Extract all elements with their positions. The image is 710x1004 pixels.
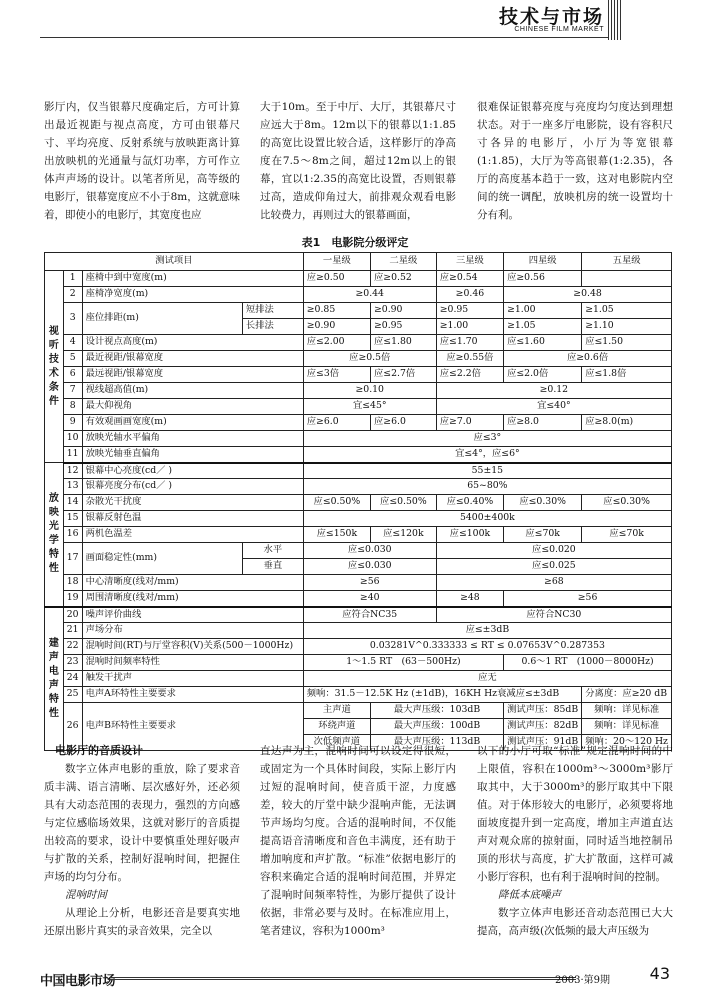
table-row [45, 591, 672, 607]
row-number: 18 [63, 575, 82, 591]
cell: 测试声压：91dB [504, 735, 582, 751]
cell: ≥1.10 [582, 319, 672, 335]
cell: ≥56 [504, 591, 672, 607]
cell: 应≤0.020 [436, 543, 671, 559]
row-label: 座椅净宽度(m) [82, 287, 303, 303]
cell: 应≤1.80 [370, 335, 436, 351]
row-label: 杂散光干扰度 [82, 495, 303, 511]
cell: 应≤1.70 [436, 335, 503, 351]
paragraph: 数字立体声电影还音动态范围已大大提高，高声级(次低频的最大声压级为 [477, 907, 673, 937]
row-number: 2 [63, 287, 82, 303]
cell: 应符合NC35 [303, 607, 436, 623]
table-row [45, 511, 672, 527]
category-label: 放映光学特性 [45, 463, 64, 607]
table-row [45, 399, 672, 415]
row-number: 13 [63, 479, 82, 495]
row-number: 8 [63, 399, 82, 415]
row-label: 周围清晰度(线对/mm) [82, 591, 303, 607]
sub-label: 垂直 [242, 559, 303, 575]
subsection-heading: 降低本底噪声 [498, 889, 561, 901]
row-label: 最远视距/银幕宽度 [82, 367, 303, 383]
page-footer [0, 958, 710, 1004]
page-header [0, 0, 710, 40]
row-number: 7 [63, 383, 82, 399]
row-label: 声场分布 [82, 623, 303, 639]
row-number: 1 [63, 271, 82, 287]
cell: 应≤0.50% [303, 495, 370, 511]
cell: 应≥0.55倍 [436, 351, 503, 367]
cell: ≥40 [303, 591, 436, 607]
cell: 主声道 [303, 703, 370, 719]
cell: 应≤150k [303, 527, 370, 543]
row-label: 银幕反射色温 [82, 511, 303, 527]
row-number: 15 [63, 511, 82, 527]
cell: ≥0.48 [504, 287, 672, 303]
cell: ≥1.00 [436, 319, 503, 335]
row-label: 视线超高值(m) [82, 383, 303, 399]
table-row [45, 607, 672, 623]
row-label: 座椅中到中宽度(m) [82, 271, 303, 287]
cell: 分离度：应≥20 dB [582, 687, 672, 703]
table-row [45, 655, 672, 671]
cell: 应≤100k [436, 527, 503, 543]
table-header-row [45, 253, 672, 271]
paragraph: 很难保证银幕亮度与亮度均匀度达到理想状态。对于一座多厅电影院，设有容积尺寸各异的电影厅，小厅为等宽银幕(1:1.85)，大厅为等高银幕(1:2.35)，各厅的高度基本趋于一致，这对电影院内空间的统一调配，放映机房的统一设置均十分有利。 [477, 101, 673, 221]
cell: 应≤70k [582, 527, 672, 543]
header-cell: 一星级 [303, 253, 370, 271]
row-label: 银幕亮度分布(cd／ ) [82, 479, 303, 495]
cell: 测试声压：82dB [504, 719, 582, 735]
cell: 应≤2.2倍 [436, 367, 503, 383]
row-number: 3 [63, 303, 82, 335]
cell: 宜≤45° [303, 399, 436, 415]
row-number: 26 [63, 703, 82, 751]
cell: ≥68 [436, 575, 671, 591]
header-cell: 测试项目 [45, 253, 304, 271]
cell: 应≥0.56 [504, 271, 582, 287]
row-number: 21 [63, 623, 82, 639]
cell: 应≥0.5倍 [303, 351, 436, 367]
row-label: 放映光轴水平偏角 [82, 431, 303, 447]
cell: ≥0.90 [370, 303, 436, 319]
cell: 应≤70k [504, 527, 582, 543]
subsection-heading: 混响时间 [65, 889, 107, 901]
cell: 最大声压级：103dB [370, 703, 503, 719]
footer-rule [110, 977, 576, 980]
cell: 应≥7.0 [436, 415, 503, 431]
cell: 55±15 [303, 463, 671, 479]
cell: 应≥0.54 [436, 271, 503, 287]
row-number: 24 [63, 671, 82, 687]
row-label: 最近视距/银幕宽度 [82, 351, 303, 367]
table-row [45, 271, 672, 287]
cell [582, 271, 672, 287]
cell: 应≤120k [370, 527, 436, 543]
row-number: 10 [63, 431, 82, 447]
cell: 应≤0.030 [303, 559, 436, 575]
page-number: 43 [649, 964, 670, 983]
row-number: 20 [63, 607, 82, 623]
table-row [45, 703, 672, 719]
cell: ≥0.85 [303, 303, 370, 319]
header-cell: 二星级 [370, 253, 436, 271]
table-row [45, 623, 672, 639]
cell: 应≥0.50 [303, 271, 370, 287]
header-cell: 三星级 [436, 253, 503, 271]
row-label: 最大仰视角 [82, 399, 303, 415]
bottom-column-2 [260, 742, 456, 958]
paragraph: 大于10m。至于中厅、大厅，其银幕尺寸应远大于8m。12m以下的银幕以1:1.85的高宽比设置比较合适，这样影厅的净高度在7.5～8m之间，超过12m以上的银幕，宜以1:2.35的高宽比设置，否则银幕过高，造成仰角过大，前排观众观看电影比较费力，再则过大的银幕画面， [260, 101, 456, 221]
table-row [45, 671, 672, 687]
header-barcode-decoration [608, 0, 622, 40]
paragraph: 从理论上分析，电影还音是要真实地还原出影片真实的录音效果，完全以 [44, 907, 240, 937]
cell: 应≤3倍 [303, 367, 370, 383]
cell: 应≤0.030 [303, 543, 436, 559]
table-row [45, 687, 672, 703]
cell: 环绕声道 [303, 719, 370, 735]
row-label: 中心清晰度(线对/mm) [82, 575, 303, 591]
cell: 0.03281V^0.333333 ≤ RT ≤ 0.07653V^0.287353 [303, 639, 671, 655]
table-row [45, 415, 672, 431]
row-label: 触发干扰声 [82, 671, 303, 687]
row-number: 14 [63, 495, 82, 511]
cell: 次低频声道 [303, 735, 370, 751]
table-row [45, 431, 672, 447]
row-label: 两机色温差 [82, 527, 303, 543]
cell: 应≥0.6倍 [504, 351, 672, 367]
cell: 应≤0.30% [504, 495, 582, 511]
cinema-rating-table [44, 252, 672, 751]
paragraph: 影厅内，仅当银幕尺度确定后，方可计算出最近视距与视点高度，方可由银幕尺寸、平均亮度、反射系统与放映距离计算出放映机的光通量与氙灯功率，方可作立体声声场的设计。以笔者所见，高等级的电影厅，银幕宽度应不小于8m，这就意味着，即使小的电影厅，其宽度也应 [44, 101, 240, 221]
table-row [45, 543, 672, 559]
bottom-column-3 [477, 742, 673, 958]
table-caption: 表1 电影院分级评定 [301, 236, 409, 249]
table-row [45, 351, 672, 367]
paragraph: 数字立体声电影的重放，除了要求音质丰满、语言清晰、层次感好外，还必须具有大动态范围的表现力，强烈的方向感与定位感临场效果，这就对影厅的音质提出较高的要求，设计中要慎重处理好吸声与扩散的关系，控制好混响时间，把握住声场的均匀分布。 [44, 763, 240, 883]
row-number: 17 [63, 543, 82, 575]
cell: 应符合NC30 [436, 607, 671, 623]
row-label: 设计视点高度(m) [82, 335, 303, 351]
top-column-2 [260, 98, 456, 224]
cell: 应≥6.0 [370, 415, 436, 431]
header-title: 技术与市场 [498, 6, 604, 28]
row-number: 23 [63, 655, 82, 671]
cell: 0.6～1 RT (1000－8000Hz) [504, 655, 672, 671]
cell: ≥0.12 [436, 383, 671, 399]
table-row [45, 527, 672, 543]
cell: 应≤0.025 [436, 559, 671, 575]
table-row [45, 463, 672, 479]
row-label: 画面稳定性(mm) [82, 543, 242, 575]
paragraph: 以下的小厅可取“标准”规定混响时间的中上限值，容积在1000m³～3000m³影厅取其中，大于3000m³的影厅取其中下限值。对于体形较大的电影厅，必须要将地面坡度提升到一定高度，增加主声道直达声对观众席的掠射面，同时适当地控制吊顶的形状与高度，扩大扩散面，这样可减小影厅容积，也有利于混响时间的控制。 [477, 745, 673, 883]
cell: 应无 [303, 671, 671, 687]
row-label: 噪声评价曲线 [82, 607, 303, 623]
row-label: 混响时间频率特性 [82, 655, 303, 671]
magazine-logo: 中国电影市场 [40, 974, 116, 989]
row-number: 25 [63, 687, 82, 703]
header-cell: 四星级 [504, 253, 582, 271]
row-number: 22 [63, 639, 82, 655]
cell: 应≥6.0 [303, 415, 370, 431]
cell: 频响：详见标准 [582, 719, 672, 735]
cell: 最大声压级：113dB [370, 735, 503, 751]
row-number: 19 [63, 591, 82, 607]
cell: ≥0.90 [303, 319, 370, 335]
sub-label: 长排法 [242, 319, 303, 335]
row-number: 5 [63, 351, 82, 367]
table-row [45, 335, 672, 351]
table-row [45, 479, 672, 495]
row-number: 16 [63, 527, 82, 543]
top-column-1 [44, 98, 240, 224]
cell: 应≤0.50% [370, 495, 436, 511]
cell: 应≤2.0倍 [504, 367, 582, 383]
header-rule [40, 37, 610, 38]
cell: 应≥8.0 [504, 415, 582, 431]
cell: 应≤2.00 [303, 335, 370, 351]
row-label: 电声B环特性主要要求 [82, 703, 303, 751]
sub-label: 短排法 [242, 303, 303, 319]
table-row [45, 495, 672, 511]
table-row [45, 287, 672, 303]
cell: 最大声压级：100dB [370, 719, 503, 735]
cell: 65~80% [303, 479, 671, 495]
cell: 应≤1.8倍 [582, 367, 672, 383]
cell: 应≥8.0(m) [582, 415, 672, 431]
cell: 宜≤40° [436, 399, 671, 415]
bottom-column-1 [44, 742, 240, 958]
row-number: 11 [63, 447, 82, 463]
cell: ≥1.05 [504, 319, 582, 335]
issue-label: 2003·第9期 [555, 975, 610, 986]
header-cell: 五星级 [582, 253, 672, 271]
row-number: 12 [63, 463, 82, 479]
cell: ≥0.95 [436, 303, 503, 319]
cell: ≥0.95 [370, 319, 436, 335]
row-label: 混响时间(RT)与厅堂容积(V)关系(500－1000Hz) [82, 639, 303, 655]
cell: ≥0.10 [303, 383, 436, 399]
cell: ≥0.44 [303, 287, 436, 303]
cell: 应≤2.7倍 [370, 367, 436, 383]
cell: 测试声压：85dB [504, 703, 582, 719]
row-number: 9 [63, 415, 82, 431]
paragraph: 直达声为主，混响时间可以设定得很短，或固定为一个具体时间段，实际上影厅内过短的混响时间，使音质干涩，力度感差，较大的厅堂中缺少混响声能，无法调节声场均匀度。合适的混响时间，不仅能提高语音清晰度和音色丰满度，还有助于增加响度和声扩散。“标准”依据电影厅的容积来确定合适的混响时间范围，并界定了混响时间频率特性，为影厅提供了设计依据，非常必要与及时。在标准应用上，笔者建议，容积为1000m³ [260, 745, 456, 937]
table-row [45, 367, 672, 383]
table-row [45, 447, 672, 463]
table-row [45, 383, 672, 399]
cell: 应≤±3dB [303, 623, 671, 639]
row-number: 6 [63, 367, 82, 383]
header-subtitle: CHINESE FILM MARKET [514, 26, 604, 33]
table-row [45, 575, 672, 591]
row-label: 放映光轴垂直偏角 [82, 447, 303, 463]
cell: 应≤3° [303, 431, 671, 447]
table-row [45, 303, 672, 319]
cell: 应≥0.52 [370, 271, 436, 287]
cell: 频响：31.5－12.5K Hz (±1dB)，16KH Hz衰减应≤±3dB [303, 687, 581, 703]
row-label: 电声A环特性主要要求 [82, 687, 303, 703]
row-label: 银幕中心亮度(cd／ ) [82, 463, 303, 479]
cell: 应≤0.40% [436, 495, 503, 511]
cell: ≥48 [436, 591, 503, 607]
section-heading: 电影厅的音质设计 [55, 744, 143, 757]
cell: ≥0.46 [436, 287, 503, 303]
top-column-3 [477, 98, 673, 224]
cell: 1～1.5 RT (63－500Hz) [303, 655, 503, 671]
row-label: 有效观画画宽度(m) [82, 415, 303, 431]
cell: 频响：20～120 Hz [582, 735, 672, 751]
cell: 5400±400k [303, 511, 671, 527]
cell: 应≤1.50 [582, 335, 672, 351]
cell: 宜≤4°，应≤6° [303, 447, 671, 463]
cell: 应≤0.30% [582, 495, 672, 511]
cell: ≥1.05 [582, 303, 672, 319]
row-number: 4 [63, 335, 82, 351]
category-label: 建声电声特性 [45, 607, 64, 751]
sub-label: 水平 [242, 543, 303, 559]
cell: ≥56 [303, 575, 436, 591]
cell: 频响：详见标准 [582, 703, 672, 719]
cell: ≥1.00 [504, 303, 582, 319]
cell: 应≤1.60 [504, 335, 582, 351]
row-label: 座位排距(m) [82, 303, 242, 335]
category-label: 视听技术条件 [45, 271, 64, 463]
table-row [45, 639, 672, 655]
